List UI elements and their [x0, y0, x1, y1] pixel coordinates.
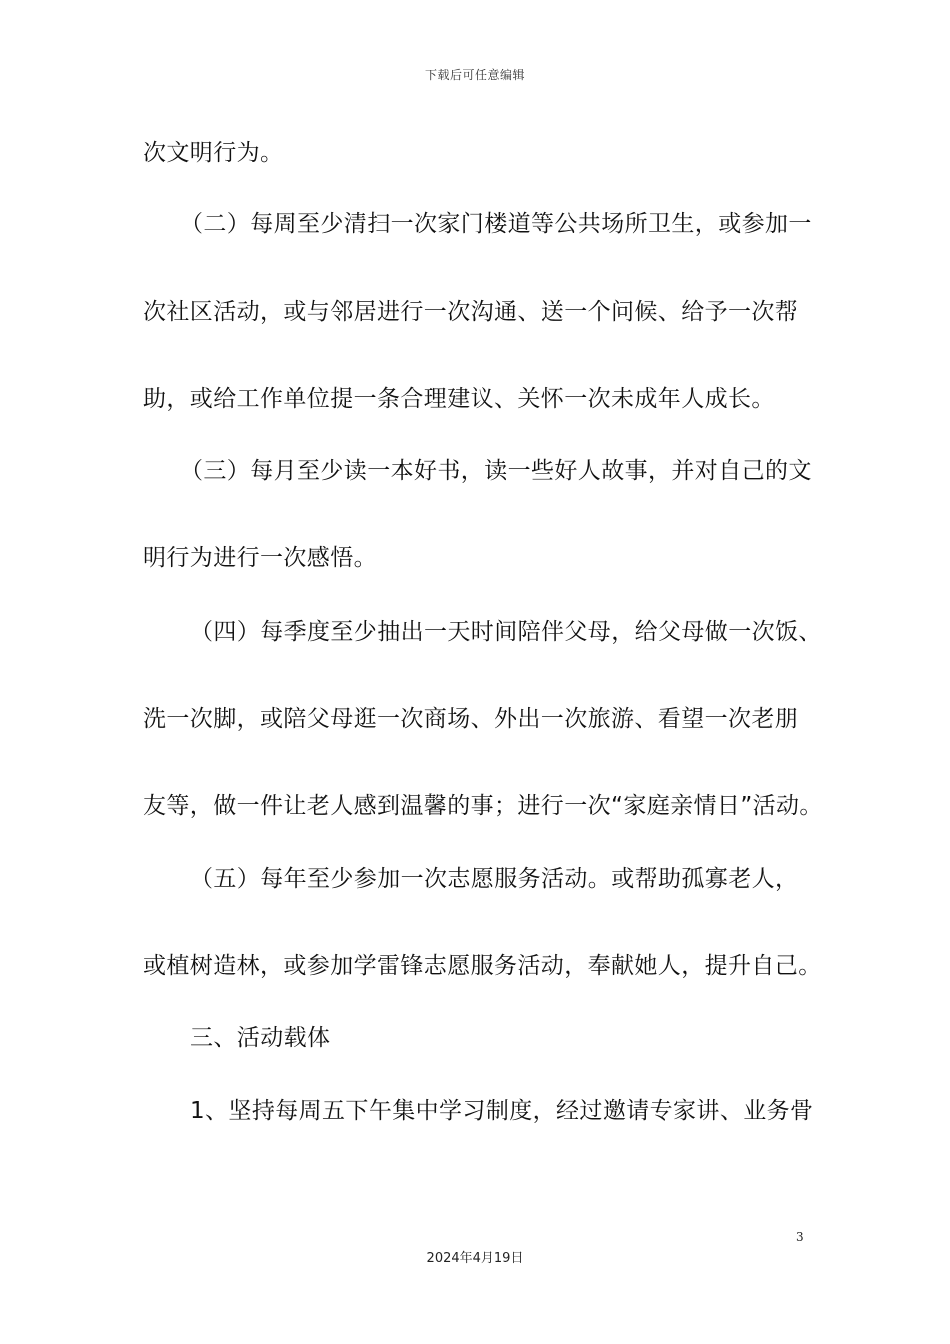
footer-date: 2024年4月19日 [426, 1251, 524, 1266]
body-line-10: （五）每年至少参加一次志愿服务活动。或帮助孤寡老人， [190, 866, 799, 892]
body-line-2: （二）每周至少清扫一次家门楼道等公共场所卫生，或参加一 [180, 211, 812, 237]
body-line-7: （四）每季度至少抽出一天时间陪伴父母，给父母做一次饭、 [190, 619, 822, 645]
body-line-1: 次文明行为。 [143, 140, 284, 166]
body-line-11: 或植树造林，或参加学雷锋志愿服务活动，奉献她人，提升自己。 [143, 953, 822, 979]
body-line-8: 洗一次脚，或陪父母逛一次商场、外出一次旅游、看望一次老朋 [143, 706, 799, 732]
body-line-13: 1、坚持每周五下午集中学习制度，经过邀请专家讲、业务骨 [190, 1098, 814, 1124]
page-number: 3 [796, 1230, 804, 1244]
body-line-9: 友等，做一件让老人感到温馨的事；进行一次“家庭亲情日”活动。 [143, 793, 823, 819]
body-line-4: 助，或给工作单位提一条合理建议、关怀一次未成年人成长。 [143, 386, 775, 412]
body-line-6: 明行为进行一次感悟。 [143, 545, 377, 571]
section-heading: 三、活动载体 [190, 1025, 331, 1051]
body-line-5: （三）每月至少读一本好书，读一些好人故事，并对自己的文 [180, 458, 812, 484]
body-line-3: 次社区活动，或与邻居进行一次沟通、送一个问候、给予一次帮 [143, 299, 799, 325]
page-header: 下载后可任意编辑 [424, 68, 525, 82]
